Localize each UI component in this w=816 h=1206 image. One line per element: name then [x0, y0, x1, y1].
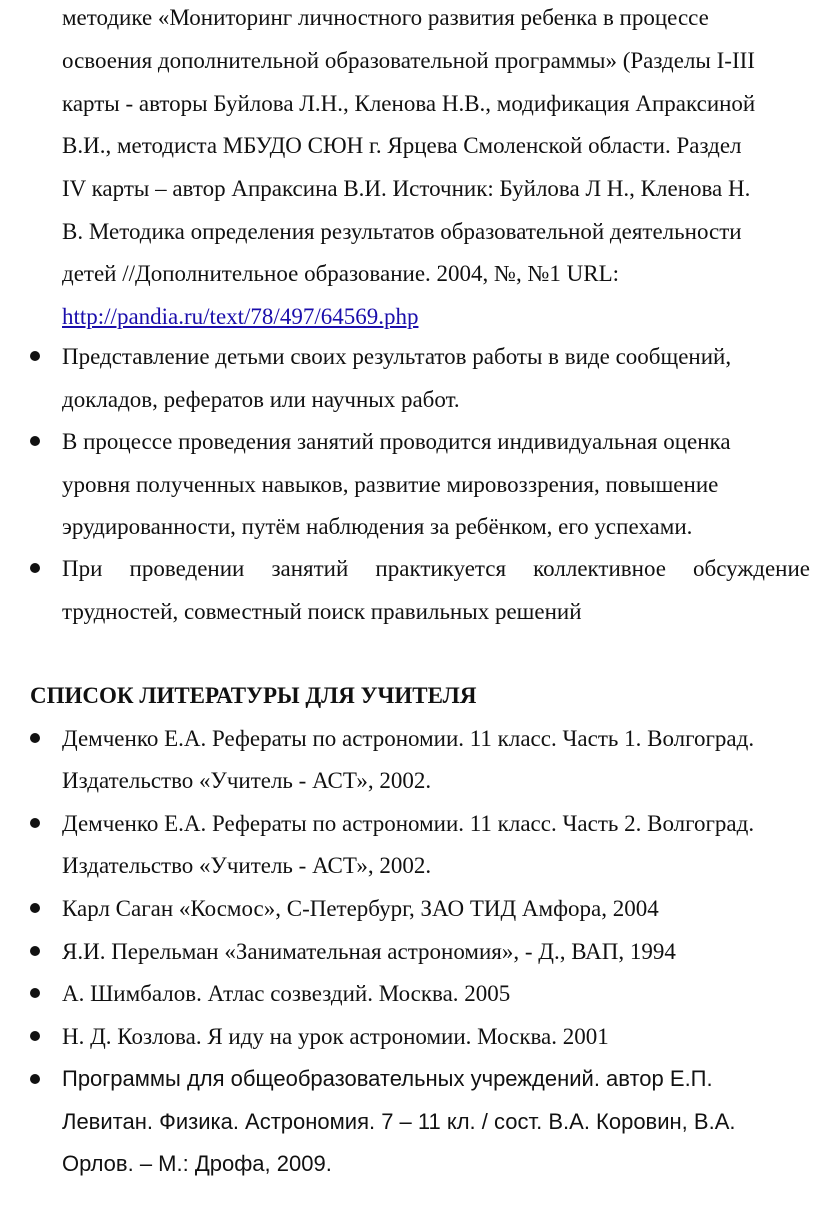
list-item-line: трудностей, совместный поиск правильных решений: [62, 599, 582, 624]
literature-heading: СПИСОК ЛИТЕРАТУРЫ ДЛЯ УЧИТЕЛЯ: [30, 683, 477, 708]
bullet-icon: [30, 946, 40, 956]
list-item-line: В процессе проведения занятий проводится индивидуальная оценка: [62, 429, 731, 454]
intro-line: карты - авторы Буйлова Л.Н., Кленова Н.В., модификация Апраксиной: [62, 91, 756, 116]
bullet-icon: [30, 351, 40, 361]
intro-line: В. Методика определения результатов образовательной деятельности: [62, 219, 742, 244]
bullet-icon: [30, 988, 40, 998]
literature-item-line: А. Шимбалов. Атлас созвездий. Москва. 2005: [62, 981, 511, 1006]
literature-item-line: Демченко Е.А. Рефераты по астрономии. 11 класс. Часть 2. Волгоград.: [62, 811, 755, 836]
source-link[interactable]: http://pandia.ru/text/78/497/64569.php: [62, 304, 419, 329]
literature-item-line: Я.И. Перельман «Занимательная астрономия», - Д., ВАП, 1994: [62, 939, 676, 964]
intro-line: методике «Мониторинг личностного развития ребенка в процессе: [62, 5, 709, 30]
bullet-icon: [30, 436, 40, 446]
literature-item-line: Левитан. Физика. Астрономия. 7 – 11 кл. / сост. В.А. Коровин, В.А.: [62, 1109, 736, 1134]
bullet-icon: [30, 1031, 40, 1041]
literature-item-line: Карл Саган «Космос», С-Петербург, ЗАО ТИД Амфора, 2004: [62, 896, 659, 921]
bullet-icon: [30, 563, 40, 573]
literature-item-line: Издательство «Учитель - АСТ», 2002.: [62, 853, 432, 878]
literature-item-line: Н. Д. Козлова. Я иду на урок астрономии. Москва. 2001: [62, 1024, 609, 1049]
literature-item-line: Орлов. – М.: Дрофа, 2009.: [62, 1151, 332, 1176]
intro-line: освоения дополнительной образовательной программы» (Разделы I-III: [62, 48, 755, 73]
intro-link-line: [62, 305, 810, 328]
list-item-line: уровня полученных навыков, развитие мировоззрения, повышение: [62, 472, 719, 497]
bullet-icon: [30, 733, 40, 743]
list-item-line: Представление детьми своих результатов работы в виде сообщений,: [62, 344, 732, 369]
literature-item-line: Демченко Е.А. Рефераты по астрономии. 11 класс. Часть 1. Волгоград.: [62, 726, 755, 751]
list-item-line: При проведении занятий практикуется коллективное обсуждение: [62, 556, 810, 581]
intro-line: IV карты – автор Апраксина В.И. Источник: Буйлова Л Н., Кленова Н.: [62, 176, 751, 201]
literature-item-line: Программы для общеобразовательных учреждений. автор Е.П.: [62, 1066, 713, 1091]
intro-line: детей //Дополнительное образование. 2004, №, №1 URL:: [62, 261, 620, 286]
list-item-line: докладов, рефератов или научных работ.: [62, 387, 460, 412]
list-item-line: эрудированности, путём наблюдения за ребёнком, его успехами.: [62, 514, 693, 539]
bullet-icon: [30, 1074, 40, 1084]
literature-item-line: Издательство «Учитель - АСТ», 2002.: [62, 768, 432, 793]
intro-line: В.И., методиста МБУДО СЮН г. Ярцева Смоленской области. Раздел: [62, 133, 742, 158]
bullet-icon: [30, 818, 40, 828]
bullet-icon: [30, 903, 40, 913]
